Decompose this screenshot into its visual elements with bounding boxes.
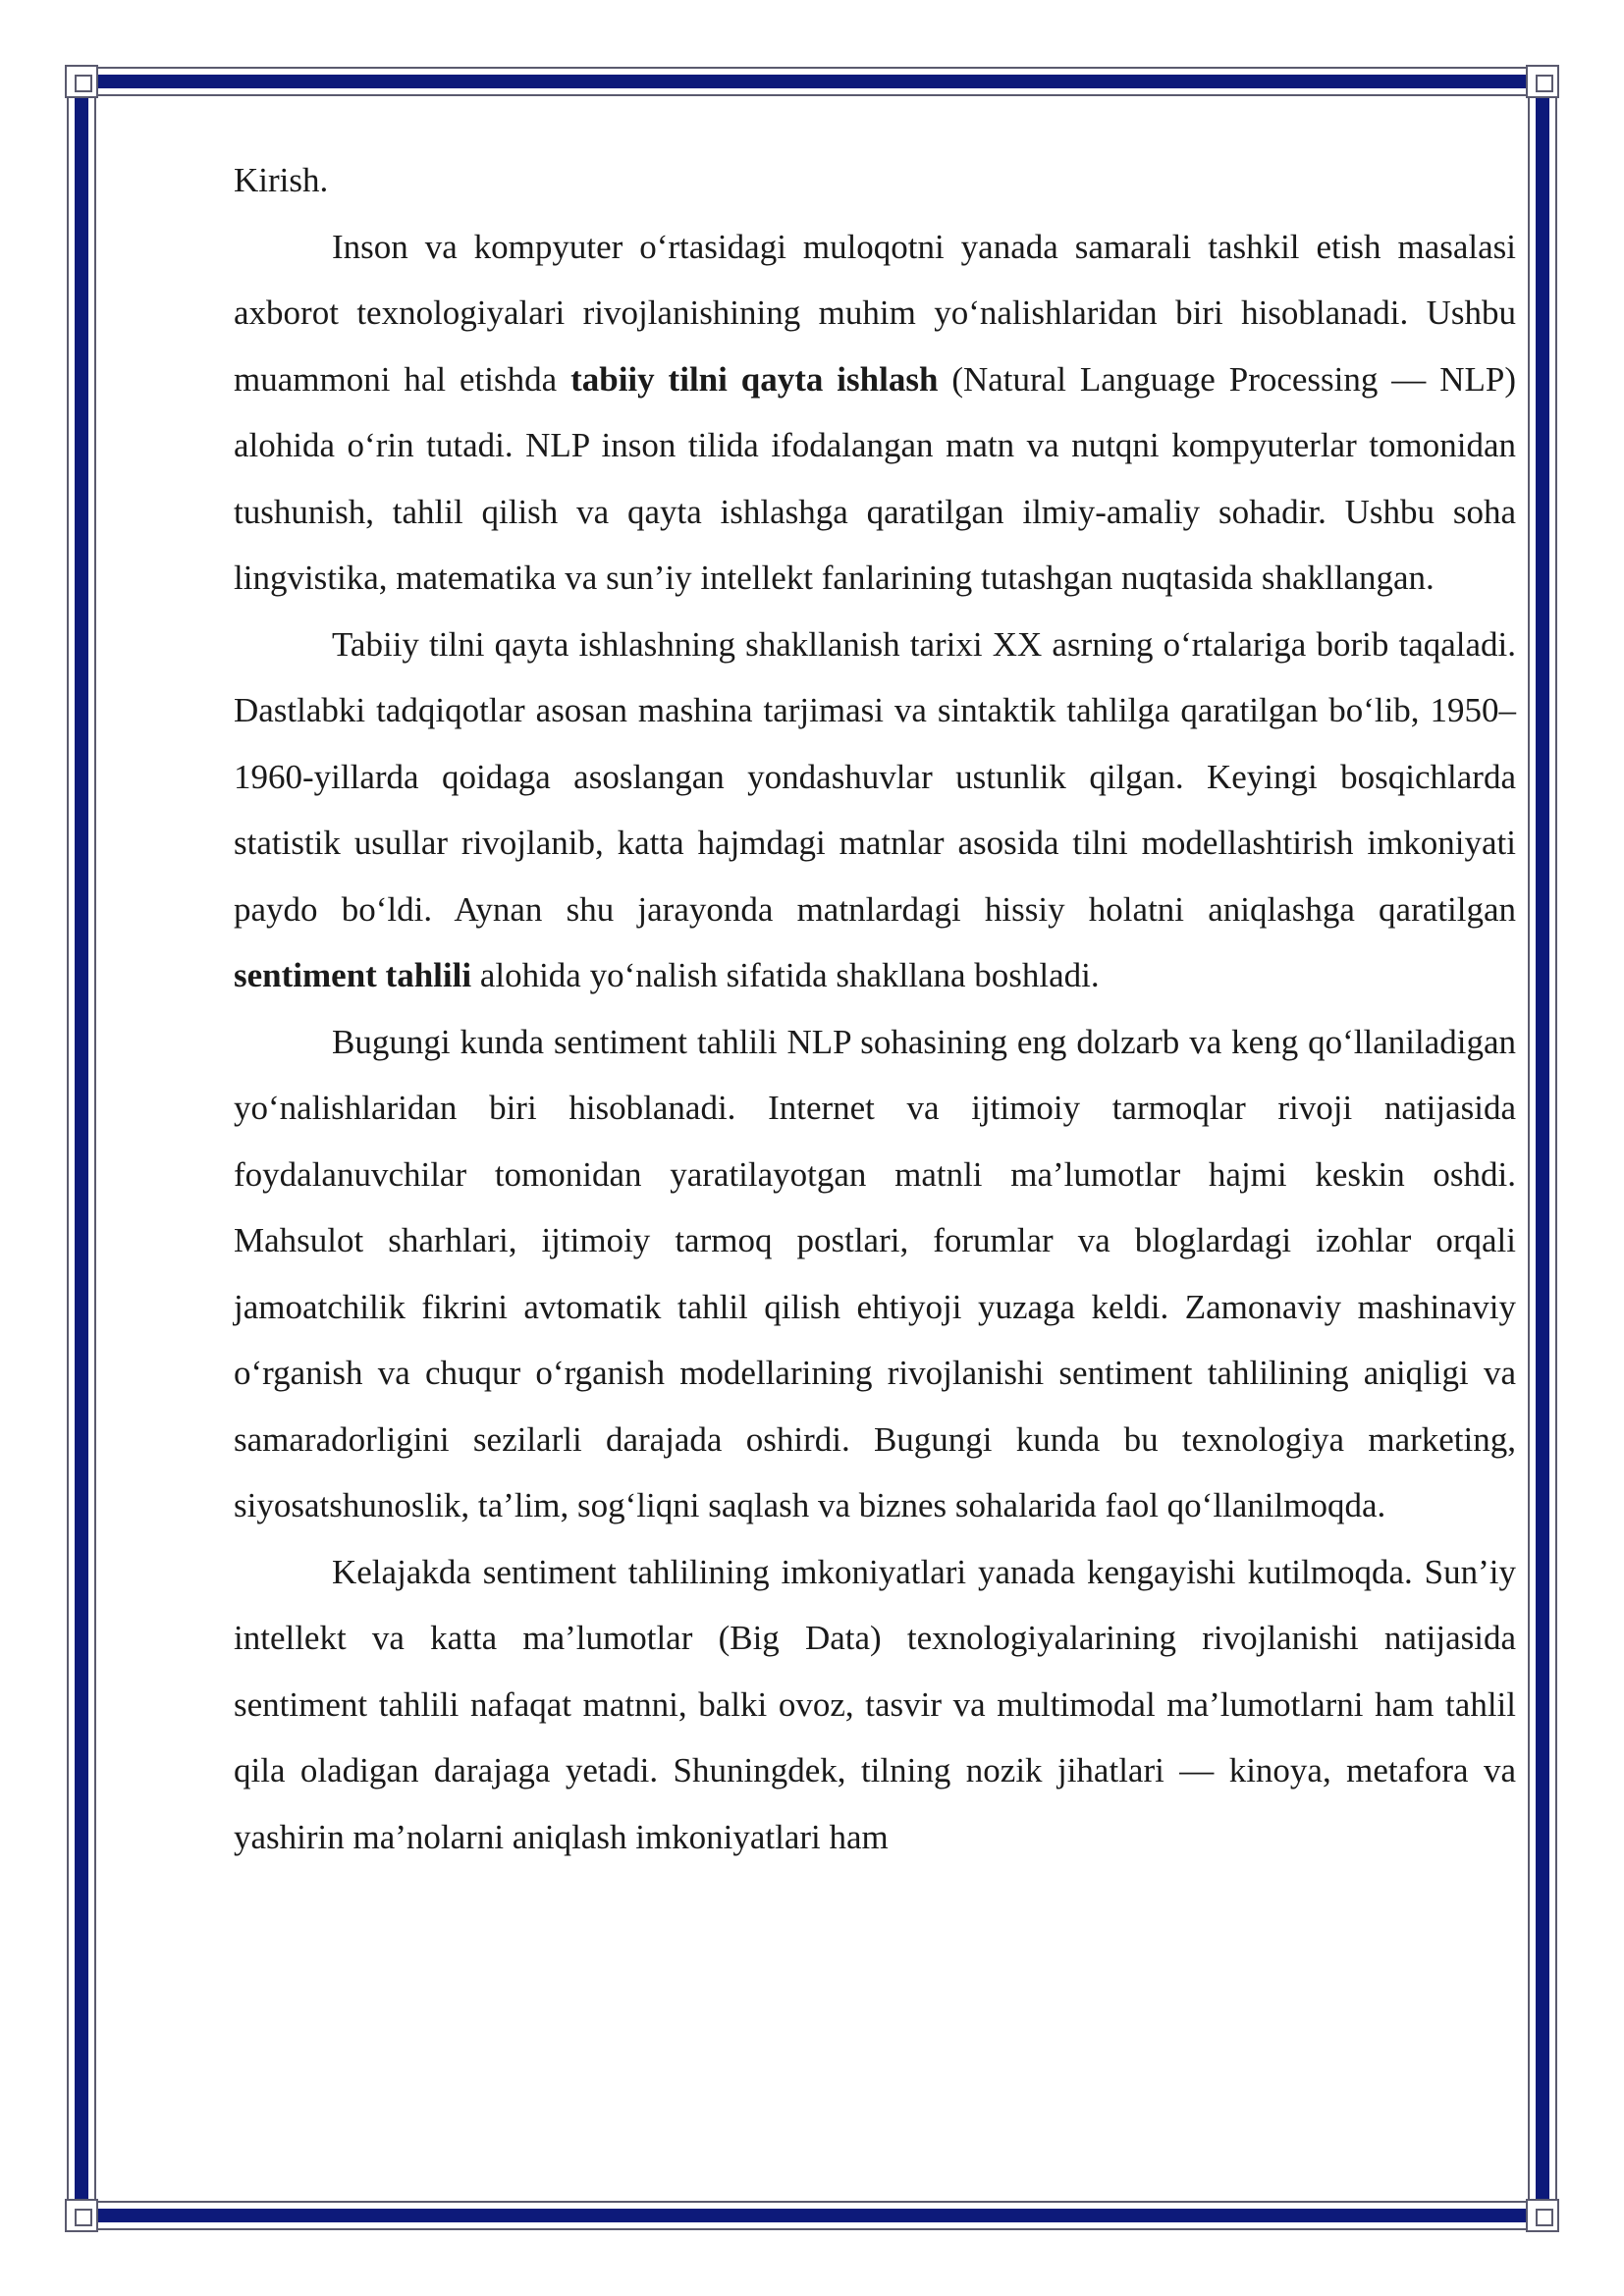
- paragraph-text: Bugungi kunda sentiment tahlili NLP sohasining eng dolzarb va keng qo‘llaniladigan yo‘nalishlaridan biri hisoblanadi. Internet va ijtimoiy tarmoqlar rivoji natijasida foydalanuvchilar tomonidan yaratilayotgan matnli ma’lumotlar hajmi keskin oshdi. Mahsulot sharhlari, ijtimoiy tarmoq postlari, forumlar va bloglardagi izohlar orqali jamoatchilik fikrini avtomatik tahlil qilish ehtiyoji yuzaga keldi. Zamonaviy mashinaviy o‘rganish va chuqur o‘rganish modellarining rivojlanishi sentiment tahlilining aniqligi va samaradorligini sezilarli darajada oshirdi. Bugungi kunda bu texnologiya marketing, siyosatshunoslik, ta’lim, sog‘liqni saqlash va biznes sohalarida faol qo‘llanilmoqda.: [234, 1022, 1516, 1524]
- border-corner-ornament: [65, 65, 98, 98]
- paragraph-text: (Natural Language Processing — NLP) alohida o‘rin tutadi. NLP inson tilida ifodalangan matn va nutqni kompyuterlar tomonidan tushunish, tahlil qilish va qayta ishlashga qaratilgan ilmiy-amaliy sohadir. Ushbu soha lingvistika, matematika va sun’iy intellekt fanlarining tutashgan nuqtasida shakllangan.: [234, 359, 1517, 597]
- paragraph-text: alohida yo‘nalish sifatida shakllana boshladi.: [471, 956, 1100, 994]
- paragraph-text: Inson va kompyuter o‘rtasidagi muloqotni yanada samarali tashkil etish masalasi axborot texnologiyalari rivojlanishining muhim yo‘nalishlaridan biri hisoblanadi. Ushbu muammoni hal etishda: [234, 227, 1516, 399]
- paragraph: [234, 214, 1516, 612]
- paragraph: [234, 1009, 1516, 1539]
- section-heading: Kirish.: [234, 161, 329, 199]
- bold-term: sentiment tahlili: [234, 956, 472, 994]
- bold-term: tabiiy tilni qayta ishlash: [570, 359, 939, 399]
- border-corner-ornament: [65, 2199, 98, 2232]
- paragraph-text: Kelajakda sentiment tahlilining imkoniyatlari yanada kengayishi kutilmoqda. Sun’iy intellekt va katta ma’lumotlar (Big Data) texnologiyalarining rivojlanishi natijasida sentiment tahlili nafaqat matnni, balki ovoz, tasvir va multimodal ma’lumotlarni ham tahlil qila oladigan darajaga yetadi. Shuningdek, tilning nozik jihatlari — kinoya, metafora va yashirin ma’nolarni aniqlash imkoniyatlari ham: [234, 1552, 1516, 1856]
- document-body: [234, 147, 1516, 1870]
- border-corner-ornament: [1526, 65, 1559, 98]
- paragraph-text: Tabiiy tilni qayta ishlashning shakllanish tarixi XX asrning o‘rtalariga borib taqaladi. Dastlabki tadqiqotlar asosan mashina tarjimasi va sintaktik tahlilga qaratilgan bo‘lib, 1950–1960-yillarda qoidaga asoslangan yondashuvlar ustunlik qilgan. Keyingi bosqichlarda statistik usullar rivojlanib, katta hajmdagi matnlar asosida tilni modellashtirish imkoniyati paydo bo‘ldi. Aynan shu jarayonda matnlardagi hissiy holatni aniqlashga qaratilgan: [234, 624, 1516, 929]
- paragraph: [234, 612, 1516, 1009]
- border-corner-ornament: [1526, 2199, 1559, 2232]
- paragraph: [234, 1539, 1516, 1871]
